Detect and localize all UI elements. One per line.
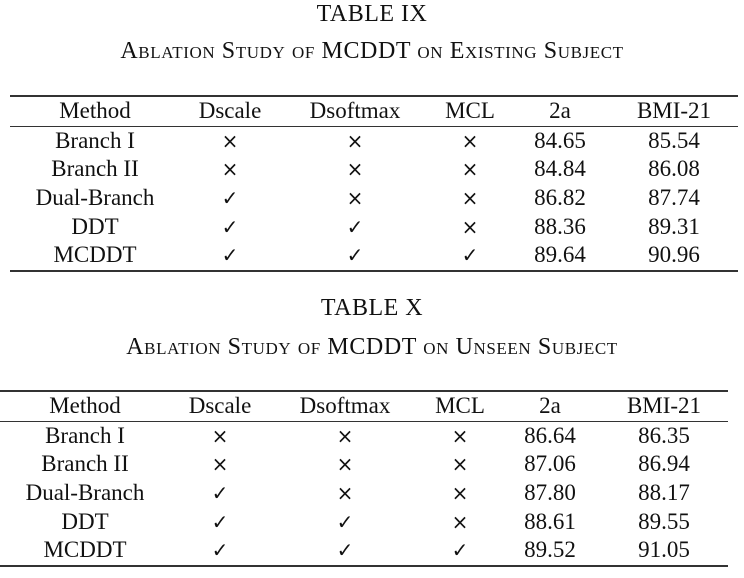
table-row — [10, 241, 738, 271]
column-header-2a: 2a — [500, 391, 600, 421]
dscale-mark: ✓ — [221, 186, 239, 211]
table-row — [10, 212, 738, 241]
mcl-mark: × — [451, 423, 469, 448]
mcl-mark: × — [451, 452, 469, 477]
method-cell: MCDDT — [0, 536, 170, 566]
dscale-mark: × — [221, 128, 239, 153]
dsoftmax-mark: ✓ — [280, 241, 430, 271]
method-cell: Branch I — [55, 127, 135, 153]
table-row — [0, 507, 728, 536]
column-header-dsoftmax: Dsoftmax — [270, 391, 420, 421]
score-bmi21: 89.55 — [638, 508, 690, 534]
dsoftmax-mark: × — [336, 452, 354, 477]
dscale-mark: × — [221, 157, 239, 182]
dscale-mark: ✓ — [221, 214, 239, 239]
table-row — [10, 155, 738, 184]
score-bmi21: 88.17 — [638, 480, 690, 506]
score-2a-best: 89.64 — [510, 241, 610, 271]
mcl-mark: × — [461, 157, 479, 182]
dsoftmax-mark: × — [346, 128, 364, 153]
column-header-bmi21: BMI-21 — [610, 96, 738, 126]
dsoftmax-mark: × — [336, 481, 354, 506]
dsoftmax-mark: × — [336, 423, 354, 448]
mcl-mark: × — [461, 214, 479, 239]
dscale-mark: × — [211, 423, 229, 448]
method-cell: MCDDT — [10, 241, 180, 271]
score-2a: 87.06 — [524, 451, 576, 477]
column-header-method: Method — [0, 391, 170, 421]
score-2a: 86.82 — [534, 185, 586, 211]
table-row — [0, 479, 728, 508]
dsoftmax-mark: ✓ — [336, 509, 354, 534]
table-x-number: TABLE X — [320, 295, 424, 321]
table-x — [0, 390, 728, 567]
dscale-mark: ✓ — [180, 241, 280, 271]
mcl-mark: × — [451, 509, 469, 534]
mcl-mark: ✓ — [420, 536, 500, 566]
column-header-dscale: Dscale — [180, 96, 280, 126]
score-2a: 84.84 — [534, 156, 586, 182]
table-row — [10, 184, 738, 213]
dscale-mark: ✓ — [211, 481, 229, 506]
mcl-mark: ✓ — [430, 241, 510, 271]
column-header-mcl: MCL — [420, 391, 500, 421]
table-header-row — [0, 391, 728, 421]
table-row — [0, 450, 728, 479]
dsoftmax-mark: × — [346, 186, 364, 211]
score-2a: 88.61 — [524, 508, 576, 534]
score-2a: 88.36 — [534, 213, 586, 239]
table-header-row — [10, 96, 738, 126]
score-bmi21: 89.31 — [648, 213, 700, 239]
score-2a: 84.65 — [534, 127, 586, 153]
column-header-dscale: Dscale — [170, 391, 270, 421]
table-row — [0, 536, 728, 566]
dscale-mark: ✓ — [211, 509, 229, 534]
score-2a-best: 89.52 — [500, 536, 600, 566]
dsoftmax-mark: × — [346, 157, 364, 182]
method-cell: Dual-Branch — [25, 480, 145, 506]
method-cell: Branch I — [45, 422, 125, 448]
column-header-bmi21: BMI-21 — [600, 391, 728, 421]
method-cell: Branch II — [51, 156, 139, 182]
mcl-mark: × — [461, 128, 479, 153]
score-bmi21-best: 91.05 — [600, 536, 728, 566]
method-cell: DDT — [61, 508, 109, 534]
score-bmi21: 86.94 — [638, 451, 690, 477]
mcl-mark: × — [451, 481, 469, 506]
score-bmi21: 86.35 — [638, 422, 690, 448]
column-header-dsoftmax: Dsoftmax — [280, 96, 430, 126]
column-header-2a: 2a — [510, 96, 610, 126]
method-cell: DDT — [71, 213, 119, 239]
method-cell: Dual-Branch — [35, 185, 155, 211]
dsoftmax-mark: ✓ — [346, 214, 364, 239]
table-ix — [10, 95, 738, 272]
score-bmi21: 86.08 — [648, 156, 700, 182]
column-header-method: Method — [10, 96, 180, 126]
table-x-caption: Ablation Study of MCDDT on Unseen Subject — [126, 334, 618, 360]
table-ix-caption: Ablation Study of MCDDT on Existing Subject — [120, 38, 624, 64]
dscale-mark: ✓ — [170, 536, 270, 566]
table-row — [0, 421, 728, 450]
score-bmi21: 87.74 — [648, 185, 700, 211]
column-header-mcl: MCL — [430, 96, 510, 126]
dscale-mark: × — [211, 452, 229, 477]
score-bmi21-best: 90.96 — [610, 241, 738, 271]
score-2a: 86.64 — [524, 422, 576, 448]
mcl-mark: × — [461, 186, 479, 211]
table-row — [10, 126, 738, 155]
dsoftmax-mark: ✓ — [270, 536, 420, 566]
score-2a: 87.80 — [524, 480, 576, 506]
score-bmi21: 85.54 — [648, 127, 700, 153]
method-cell: Branch II — [41, 451, 129, 477]
table-ix-number: TABLE IX — [316, 1, 428, 27]
